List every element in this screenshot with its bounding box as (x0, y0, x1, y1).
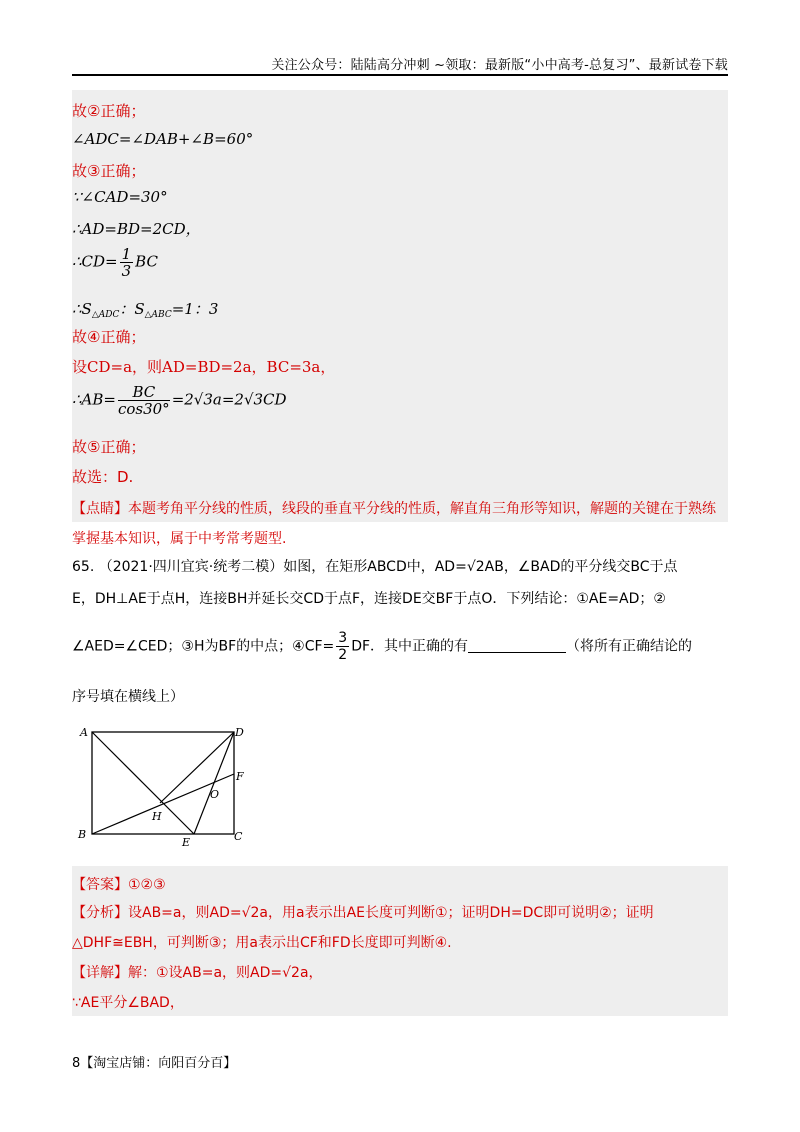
page-footer: 8【淘宝店铺：向阳百分百】 (72, 1056, 237, 1071)
question-text: （将所有正确结论的 (566, 638, 693, 655)
detail-line: 【详解】解：①设AB=a，则AD=√2a， (72, 965, 323, 981)
solution-line: ∵∠CAD=30° (72, 188, 168, 206)
question-line: 65. （2021·四川宜宾·统考二模）如图，在矩形ABCD中，AD=√2AB，∠BAD的平分线交BC于点 (72, 559, 678, 575)
solution-line: 故③正确； (72, 162, 146, 180)
header-rule (72, 74, 728, 76)
solution-line (72, 298, 218, 320)
segment-BF (92, 774, 234, 834)
segment-AE (92, 732, 194, 834)
solution-line: ∴AD=BD=2CD， (72, 220, 201, 238)
solution-line: 故②正确； (72, 102, 146, 120)
formula-text: =1：3 (171, 300, 219, 318)
fraction-denominator: 3 (121, 262, 132, 280)
detail-line: ∵AE平分∠BAD， (72, 995, 184, 1011)
fraction (336, 630, 349, 663)
solution-line: 故⑤正确； (72, 438, 146, 456)
rectangle-figure (72, 722, 262, 852)
solution-line: 故选：D. (72, 468, 134, 486)
fraction-numerator: 1 (121, 245, 132, 263)
subscript: △ADC (91, 310, 120, 320)
formula-text: ∴CD= (72, 252, 118, 271)
subscript: △ABC (144, 310, 172, 320)
label-C: C (234, 830, 243, 843)
page-header: 关注公众号：陆陆高分冲刺 ~领取：最新版“小中高考-总复习”、最新试卷下载 (271, 58, 728, 73)
solution-line: ∠ADC=∠DAB+∠B=60° (72, 130, 254, 148)
fraction-numerator: BC (118, 384, 170, 401)
label-H: H (152, 810, 162, 823)
label-F: F (236, 770, 244, 783)
solution-line (72, 384, 287, 417)
solution-line (72, 246, 158, 279)
formula-text: ∴AB= (72, 390, 116, 409)
formula-text: ：S (119, 300, 145, 318)
segment-DH (160, 732, 234, 803)
formula-text: ∴S (72, 300, 92, 318)
solution-line: 【点睛】本题考角平分线的性质，线段的垂直平分线的性质，解直角三角形等知识，解题的关键在于熟练 (72, 501, 716, 517)
label-B: B (78, 828, 87, 841)
label-D: D (235, 726, 244, 739)
formula-text: =2√3a=2√3CD (171, 390, 287, 409)
answer-blank (468, 638, 566, 653)
fraction (118, 384, 170, 417)
fraction-numerator: 3 (338, 630, 348, 646)
question-text: DF．其中正确的有 (351, 638, 469, 655)
analysis-line: 【分析】设AB=a，则AD=√2a，用a表示出AE长度可判断①；证明DH=DC即可说明②；证明 (72, 905, 654, 921)
fraction-denominator: 2 (338, 647, 348, 663)
question-line: E，DH⊥AE于点H，连接BH并延长交CD于点F，连接DE交BF于点O．下列结论：①AE=AD；② (72, 591, 666, 607)
analysis-line: △DHF≅EBH，可判断③；用a表示出CF和FD长度即可判断④. (72, 935, 452, 951)
fraction-denominator: cos30° (117, 400, 170, 418)
fraction (120, 246, 134, 279)
formula-text: BC (135, 252, 158, 271)
solution-line: 设CD=a，则AD=BD=2a，BC=3a， (72, 358, 336, 376)
question-line: 序号填在横线上） (72, 689, 184, 705)
solution-line: 故④正确； (72, 328, 146, 346)
question-text: ∠AED=∠CED；③H为BF的中点；④CF= (72, 638, 335, 655)
label-E: E (182, 836, 191, 849)
label-O: O (210, 788, 220, 801)
answer-line: 【答案】①②③ (72, 877, 166, 893)
solution-line: 掌握基本知识，属于中考常考题型. (72, 531, 287, 547)
label-A: A (80, 726, 88, 739)
question-line (72, 630, 692, 663)
